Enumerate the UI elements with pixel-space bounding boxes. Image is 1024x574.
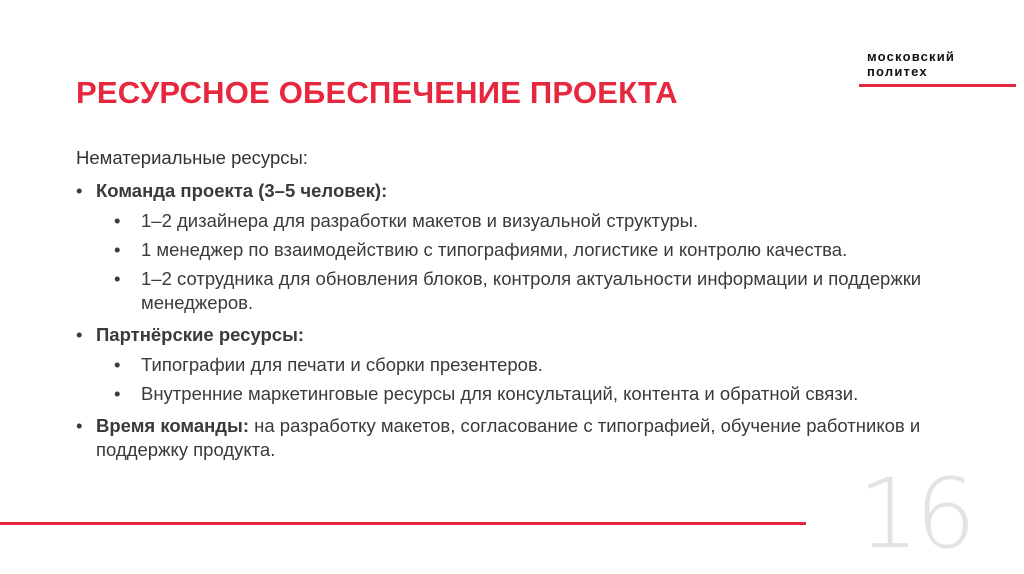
bullet-dot: • bbox=[114, 383, 121, 404]
slide-title: РЕСУРСНОЕ ОБЕСПЕЧЕНИЕ ПРОЕКТА bbox=[76, 75, 678, 110]
time-text: на разработку макетов, согласование с типографией, обучение работников и поддержку продукта. bbox=[96, 415, 921, 460]
bullet-team bbox=[76, 179, 936, 203]
partners-item-1: Типографии для печати и сборки презентеров. bbox=[141, 354, 543, 375]
partners-item-2: Внутренние маркетинговые ресурсы для консультаций, контента и обратной связи. bbox=[141, 383, 859, 404]
list-item bbox=[76, 209, 936, 233]
logo-line-2: политех bbox=[867, 64, 928, 79]
team-item-1: 1–2 дизайнера для разработки макетов и визуальной структуры. bbox=[141, 210, 699, 231]
list-item bbox=[76, 353, 936, 377]
bullet-dot: • bbox=[114, 239, 121, 260]
bullet-dot: • bbox=[76, 180, 83, 201]
bullet-partners bbox=[76, 323, 936, 347]
logo-underline bbox=[859, 84, 1016, 87]
team-label: Команда проекта (3–5 человек): bbox=[96, 180, 388, 201]
list-item bbox=[76, 238, 936, 262]
logo-line-1: московский bbox=[867, 49, 956, 64]
partners-label: Партнёрские ресурсы: bbox=[96, 324, 305, 345]
logo bbox=[867, 49, 1024, 87]
bottom-divider bbox=[0, 522, 806, 525]
section-heading: Нематериальные ресурсы: bbox=[76, 147, 308, 168]
team-item-3: 1–2 сотрудника для обновления блоков, контроля актуальности информации и поддержки менеджеров. bbox=[141, 268, 922, 313]
list-item bbox=[76, 267, 936, 315]
bullet-dot: • bbox=[76, 415, 83, 436]
bullet-dot: • bbox=[114, 210, 121, 231]
bullet-dot: • bbox=[114, 354, 121, 375]
team-item-2: 1 менеджер по взаимодействию с типографиями, логистике и контролю качества. bbox=[141, 239, 848, 260]
page-number: 16 bbox=[858, 458, 973, 570]
list-item bbox=[76, 382, 936, 406]
bullet-time bbox=[76, 414, 936, 462]
time-label: Время команды: bbox=[96, 415, 250, 436]
team-sublist bbox=[76, 209, 936, 315]
bullet-dot: • bbox=[114, 268, 121, 289]
slide-content bbox=[76, 146, 936, 468]
bullet-dot: • bbox=[76, 324, 83, 345]
partners-sublist bbox=[76, 353, 936, 406]
